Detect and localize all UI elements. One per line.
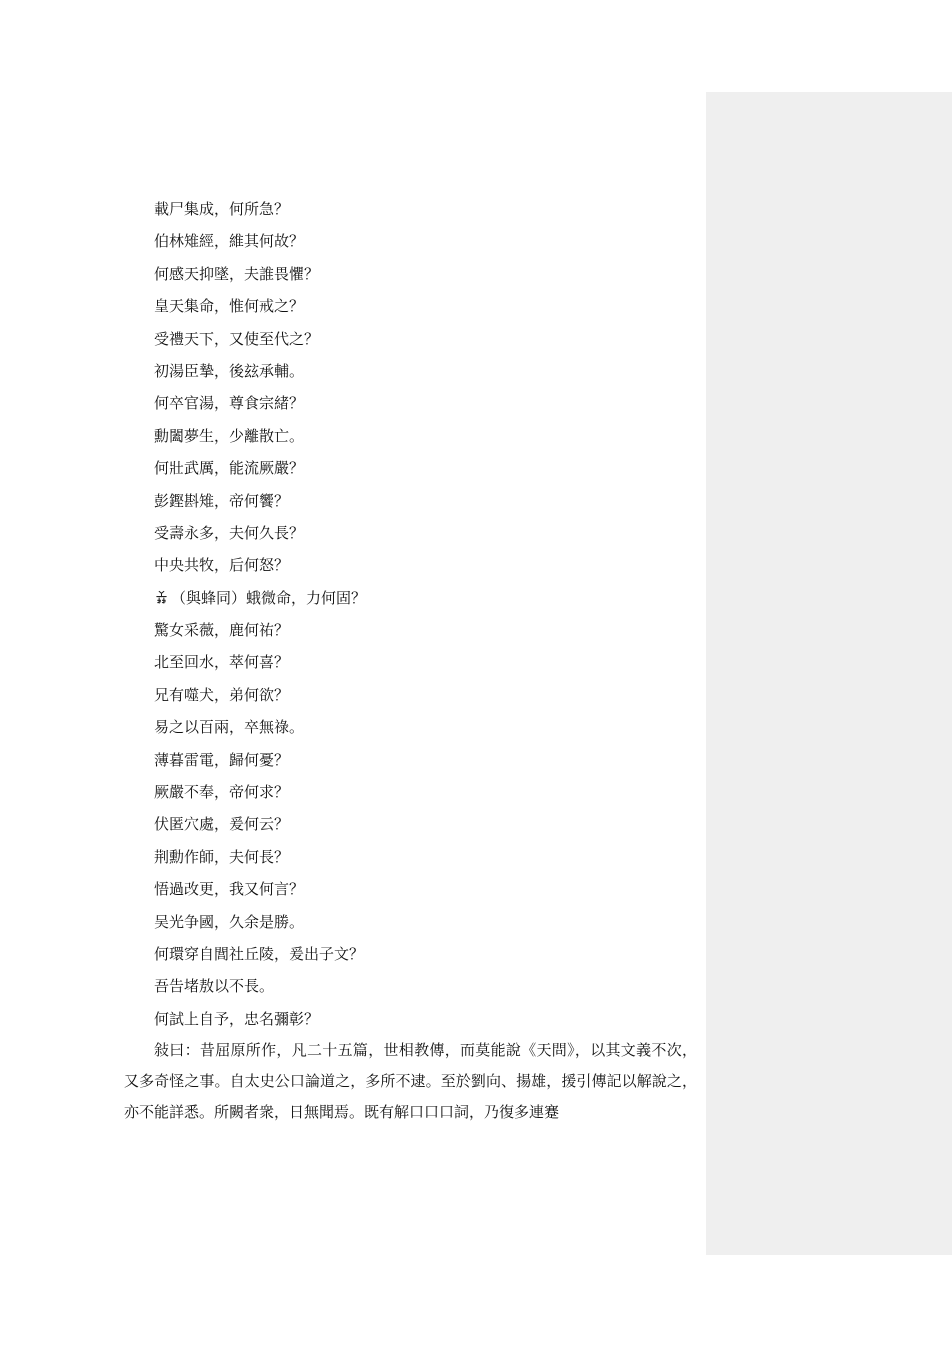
verse-line: 荆勳作師，夫何長？ <box>154 847 290 866</box>
verse-line: 兄有噬犬，弟何欲？ <box>154 685 290 704</box>
verse-line: 北至回水，萃何喜？ <box>154 653 290 672</box>
verse-line: 伯林雉經，維其何故？ <box>154 232 305 251</box>
verse-line: 何環穿自閭社丘陵，爰出子文？ <box>154 944 365 963</box>
verse-list <box>124 193 697 1035</box>
postface-paragraph: 敍曰：昔屈原所作，凡二十五篇，世相教傳，而莫能說《天問》，以其文義不次，又多奇怪之事。自太史公口論道之，多所不逮。至於劉向、揚雄，援引傳記以解說之，亦不能詳悉。所闕者衆，日無聞焉。既有解口口口詞，乃復多連蹇 <box>124 1041 697 1122</box>
verse-line: 何感天抑墜，夫誰畏懼？ <box>154 264 320 283</box>
verse-line-with-glyph <box>124 582 697 614</box>
bee-variant-character-glyph-icon <box>154 590 169 605</box>
verse-line: 伏匿穴處，爰何云？ <box>154 815 290 834</box>
verse-line: 易之以百兩，卒無祿。 <box>154 718 305 737</box>
verse-line: 何壯武厲，能流厥嚴？ <box>154 459 305 478</box>
verse-line: 悟過改更，我又何言？ <box>154 880 305 899</box>
document-body <box>124 193 697 1128</box>
verse-line: 載尸集成，何所急？ <box>154 200 290 218</box>
verse-line: 吴光争國，久余是勝。 <box>154 912 305 931</box>
verse-line: 初湯臣摯，後玆承輔。 <box>154 361 305 380</box>
verse-line: 何試上自予，忠名彌彰？ <box>154 1009 320 1028</box>
verse-line: 何卒官湯，尊食宗緒？ <box>154 394 305 413</box>
verse-line: 厥嚴不奉，帝何求？ <box>154 783 290 802</box>
verse-line: 受禮天下，又使至代之？ <box>154 329 320 348</box>
verse-line: 勳闔夢生，少離散亡。 <box>154 426 305 445</box>
verse-line: 驚女采薇，鹿何祐？ <box>154 621 290 640</box>
verse-line: 受壽永多，夫何久長？ <box>154 523 305 542</box>
verse-line: 皇天集命，惟何戒之？ <box>154 297 305 316</box>
verse-line: 彭鏗斟雉，帝何饗？ <box>154 491 290 510</box>
verse-line-text: （與蜂同）蛾微命，力何固？ <box>171 588 367 607</box>
verse-line: 吾告堵敖以不長。 <box>154 977 275 996</box>
verse-line: 薄暮雷電，歸何憂？ <box>154 750 290 769</box>
verse-line: 中央共牧，后何怒？ <box>154 556 290 575</box>
comment-margin-pane <box>706 92 952 1255</box>
